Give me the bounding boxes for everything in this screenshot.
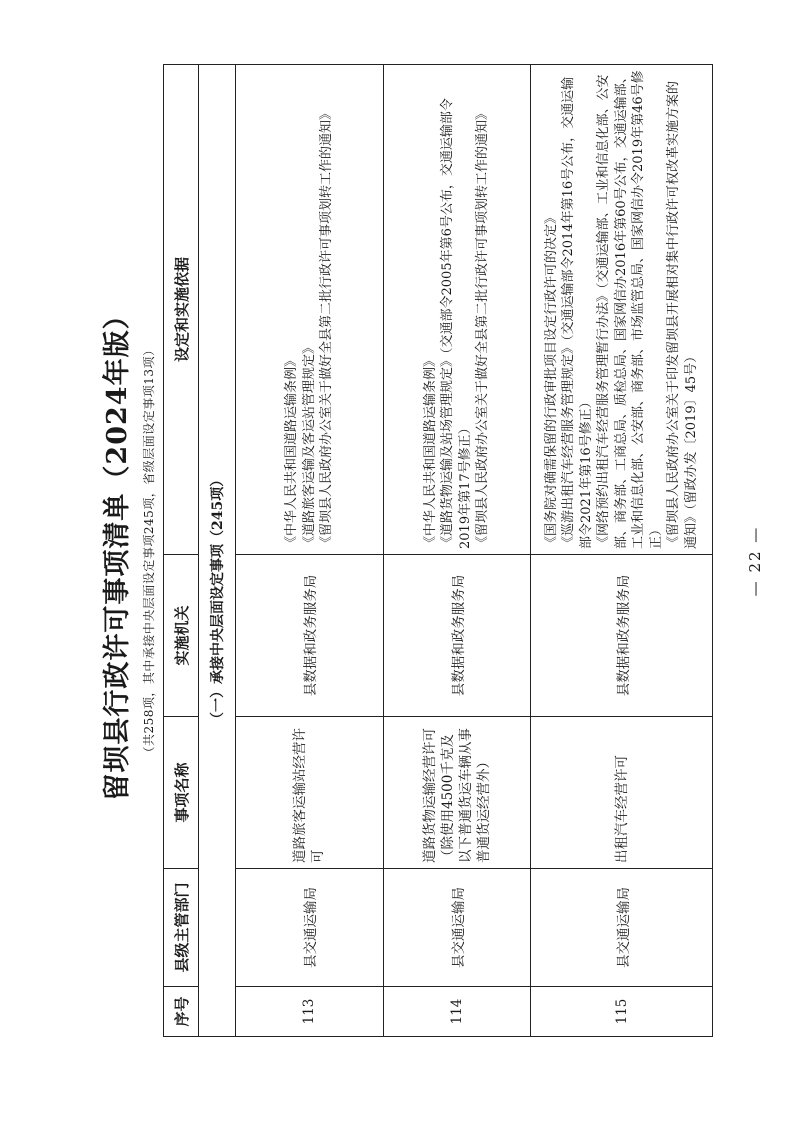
section-row	[199, 65, 236, 1037]
row-basis	[236, 65, 384, 555]
row-num: 114	[383, 987, 531, 1037]
page-number: — 22 —	[746, 525, 764, 597]
table-row	[383, 65, 531, 1037]
header-num: 序号	[164, 987, 199, 1037]
row-dept: 县交通运输局	[531, 869, 713, 987]
table-row	[531, 65, 713, 1037]
row-basis	[383, 65, 531, 555]
basis-line: 《留坝县人民政府办公室关于印发留坝县开展相对集中行政许可权改革实施方案的通知》（留政办发〔2019〕45号）	[666, 80, 699, 549]
row-basis	[531, 65, 713, 555]
section-label: （一）承接中央层面设定事项（245项）	[199, 65, 236, 1037]
basis-line: 《中华人民共和国道路运输条例》	[422, 353, 438, 549]
row-agency: 县数据和政务服务局	[236, 555, 384, 717]
row-agency: 县数据和政务服务局	[531, 555, 713, 717]
row-dept: 县交通运输局	[383, 869, 531, 987]
table-header-row	[164, 65, 199, 1037]
document-subtitle: （共258项，其中承接中央层面设定事项245项，省级层面设定事项13项）	[142, 343, 156, 759]
basis-line: 《道路货物运输及站场管理规定》（交通部令2005年第6号公布，交通运输部令2019年第17号修正）	[440, 98, 473, 549]
row-name: 道路旅客运输站经营许可	[236, 717, 384, 869]
header-name: 事项名称	[164, 717, 199, 869]
permit-table	[163, 64, 713, 1037]
row-agency: 县数据和政务服务局	[383, 555, 531, 717]
header-agency: 实施机关	[164, 555, 199, 717]
row-name: 道路货物运输经营许可（除使用4500千克及以下普通货运车辆从事普通货运经营外）	[383, 717, 531, 869]
header-dept: 县级主管部门	[164, 869, 199, 987]
row-dept: 县交通运输局	[236, 869, 384, 987]
header-basis: 设定和实施依据	[164, 65, 199, 555]
basis-line: 《中华人民共和国道路运输条例》	[284, 353, 300, 549]
row-name: 出租汽车经营许可	[531, 717, 713, 869]
row-num: 113	[236, 987, 384, 1037]
basis-line: 《国务院对确需保留的行政审批项目设定行政许可的决定》	[543, 210, 559, 549]
basis-line: 《留坝县人民政府办公室关于做好全县第二批行政许可事项划转工作的通知》	[319, 106, 335, 549]
basis-line: 《道路旅客运输及客运站管理规定》	[301, 340, 317, 549]
document-title: 留坝县行政许可事项清单（2024年版）	[102, 301, 133, 801]
basis-line: 《网络预约出租汽车经营服务管理暂行办法》（交通运输部、工业和信息化部、公安部、商务部、工商总局、质检总局、国家网信办2016年第60号公布，交通运输部、工业和信息化部、公安部、商务部、市场监管总局、国家网信办令2019年第46号修正）	[596, 70, 664, 549]
row-num: 115	[531, 987, 713, 1037]
table-row	[236, 65, 384, 1037]
basis-line: 《留坝县人民政府办公室关于做好全县第二批行政许可事项划转工作的通知》	[475, 106, 491, 549]
basis-line: 《巡游出租汽车经营服务管理规定》（交通运输部令2014年第16号公布，交通运输部令2021年第16号修正）	[561, 76, 594, 549]
